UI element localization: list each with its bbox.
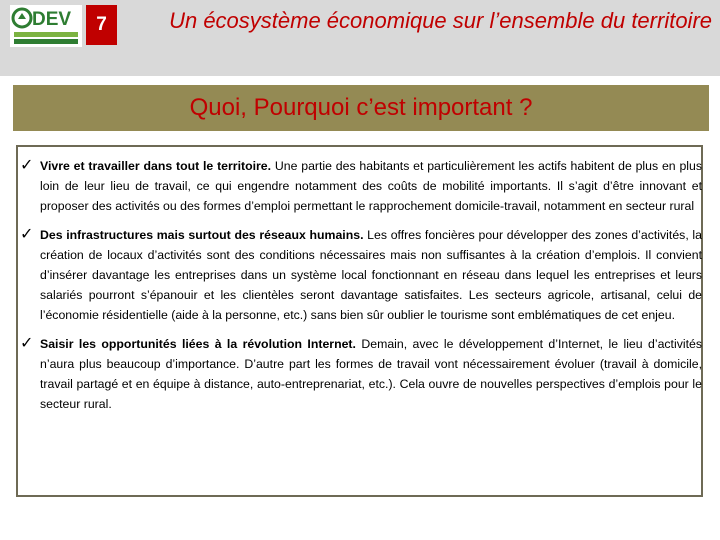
logo-text: DEV <box>32 9 72 30</box>
check-icon: ✓ <box>20 157 34 174</box>
dev-logo <box>10 5 82 47</box>
header-bar <box>0 0 720 76</box>
list-item <box>20 225 702 325</box>
item-lead: Des infrastructures mais surtout des réseaux humains. <box>40 228 364 242</box>
item-lead: Vivre et travailler dans tout le territoire. <box>40 159 272 173</box>
check-icon: ✓ <box>20 335 34 352</box>
item-text: Les offres foncières pour développer des zones d’activités, la création de locaux d’activités sont des conditions nécessaires mais non suffisantes à la création d’emplois. Il convient d’insérer davantage les entreprises dans un système local fonctionnant en réseau dans lequel les entreprises et leurs salariés pourront s’épanouir et les clientèles seront davantage satisfaites. Les secteurs agricole, artisanal, celui de l’économie résidentielle (aide à la personne, etc.) sans bien sûr oublier le tourisme sont emblématiques de cet enjeu. <box>40 228 702 322</box>
list-item <box>20 156 702 216</box>
section-banner <box>13 85 709 131</box>
banner-title: Quoi, Pourquoi c’est important ? <box>189 94 533 121</box>
item-lead: Saisir les opportunités liées à la révolution Internet. <box>40 337 356 351</box>
page-title: Un écosystème économique sur l’ensemble du territoire <box>169 8 712 33</box>
list-item <box>20 334 702 414</box>
item-text: Une partie des habitants et particulièrement les actifs habitent de plus en plus loin de leur lieu de travail, ce qui engendre notamment des coûts de mobilité importants. Il s’agit d’être innovant et proposer des activités ou des formes d’emploi permettant le rapprochement domicile-travail, notamment en secteur rural <box>40 159 702 213</box>
item-text: Demain, avec le développement d’Internet, le lieu d’activités n’aura plus beaucoup d’importance. D’autre part les formes de travail vont nécessairement évoluer (travail à domicile, travail partagé et en équipe à distance, auto-entreprenariat, etc.). Cela ouvre de nouvelles perspectives d’emplois pour le secteur rural. <box>40 337 702 411</box>
check-icon: ✓ <box>20 226 34 243</box>
content-list <box>20 156 702 423</box>
slide-number: 7 <box>86 5 117 45</box>
